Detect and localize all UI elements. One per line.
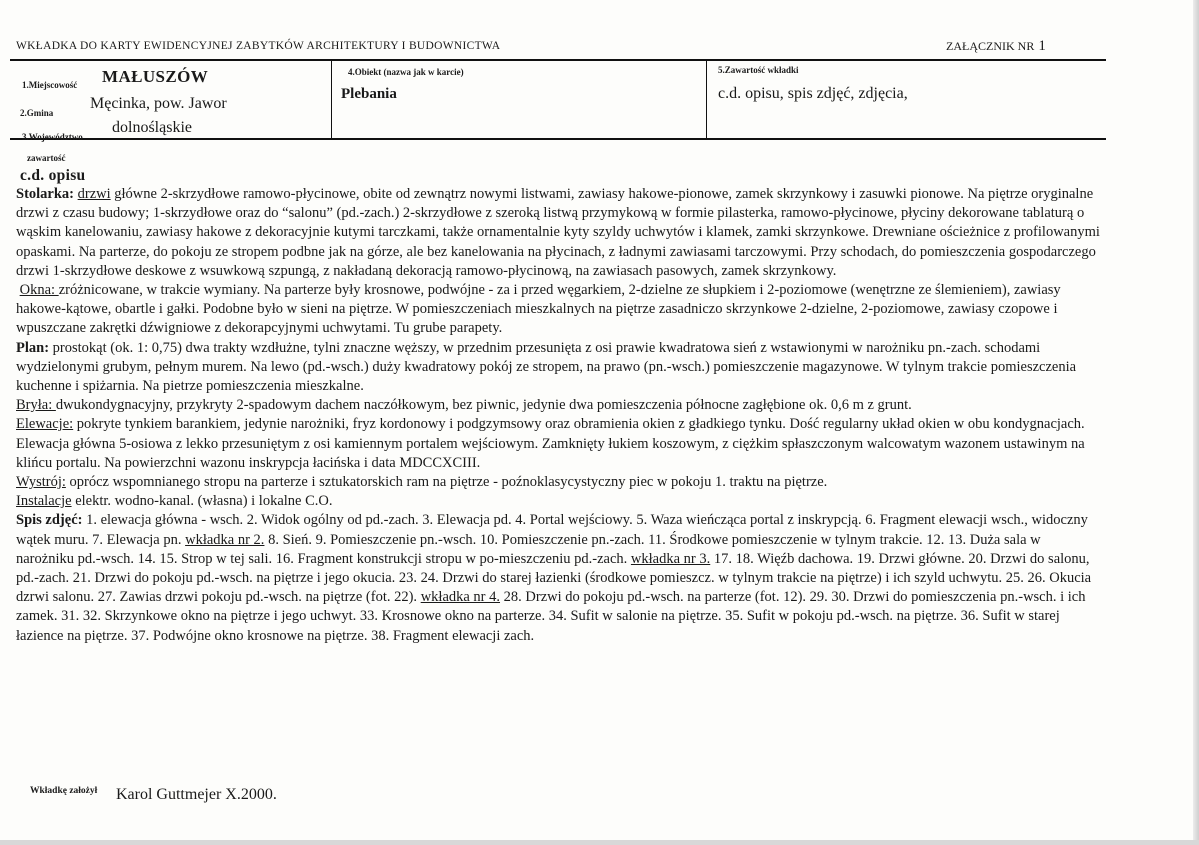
annex-label [946,38,1046,55]
locality-value: MAŁUSZÓW [102,67,209,86]
bryla-heading: Bryła: [16,397,56,414]
wystroj-heading: Wystrój: [16,474,66,491]
header-rule-top [10,59,1106,61]
wystroj-text: oprócz wspomnianego stropu na parterze i sztukatorskich ram na piętrze - poźnoklasycystyczny piec w pokoju 1. traktu na piętrze. [65,474,828,491]
wkladka-ref-3: wkładka nr 3. [630,550,711,567]
okna-text: zróżnicowane, w trakcie wymiany. Na parterze były krosnowe, podwójne - za i przed węgarkiem, 2-dzielne ze słupkiem i 2-poziomowe (wenętrzne ze ślemieniem), zawiasy hakowe-kątowe, obartle i gałki. Podobne było w sieni na piętrze. W pomieszczeniach mieszkalnych na piętrze zasadniczo skrzynkowe 2-dzielne, 2-poziomowe, zawiasy czopowe i wpuszczane zakrętki dźwigniowe z dekorapcyjnymi uchwytami. Tu grube parapety. [16,282,1061,337]
section-heading: c.d. opisu [20,167,86,184]
okna-heading: Okna: [19,282,59,299]
section-label: zawartość [27,153,66,163]
voivodeship-value: dolnośląskie [112,119,192,136]
instalacje-paragraph [16,492,1102,511]
stolarka-paragraph [16,185,1102,281]
instalacje-text: elektr. wodno-kanal. (własna) i lokalne C.O. [71,493,333,510]
field-divider-2 [706,61,707,138]
annex-label-text: ZAŁĄCZNIK NR [946,39,1035,53]
contents-value: c.d. opisu, spis zdjęć, zdjęcia, [718,85,908,102]
bryla-paragraph [16,396,1102,415]
scan-edge-bottom [0,840,1199,845]
elewacje-text: pokryte tynkiem barankiem, jedynie narożniki, fryz kordonowy i podgzymsowy oraz obramienia okien z gładkiego tynku. Dość regularny układ okien w obu kondygnacjach. Elewacja główna 5-osiowa z lekko przesuniętym z osi kamiennym portalem wejściowym. Zamknięty łukiem koszowym, z ciężkim spłaszczonym walcowatym wazonem ustawinym na klińcu portalu. Na powierzchni wazonu inskrypcja łacińska i data MDCCXCIII. [16,416,1085,471]
header-rule-bottom [10,138,1106,140]
stolarka-heading: Stolarka: [16,186,74,202]
description-body [16,185,1102,646]
elewacje-heading: Elewacje: [16,416,74,433]
spis-paragraph [16,511,1102,645]
wystroj-paragraph [16,473,1102,492]
stolarka-drzwi: drzwi [77,186,111,202]
footer-author: Karol Guttmejer X.2000. [116,786,277,803]
plan-text: prostokąt (ok. 1: 0,75) dwa trakty wzdłużne, tylni znaczne węższy, w przednim przesunięta z osi prawie kwadratowa sień z wstawionymi w narożniku pn.-zach. schodami wydzielonymi grubym, pełnym murem. Na lewo (pd.-wsch.) duży kwadratowy pokój ze stropem, na prawo (pn.-wsch.) pomieszczenie magazynowe. W tylnym trakcie pomieszczenia kuchenne i spiżarnia. Na pietrze pomieszczenia mieszkalne. [16,339,1077,395]
bryla-text: dwukondygnacyjny, przykryty 2-spadowym dachem naczółkowym, bez piwnic, jedynie dwa pomieszczenia północne zagłębione ok. 0,6 m z grunt. [55,397,912,414]
wkladka-ref-2: wkładka nr 2. [185,531,265,548]
annex-number: 1 [1038,38,1046,54]
spis-text-1: 1. elewacja główna - wsch. 2. Widok ogólny od pd.-zach. 3. Elewacja pd. 4. Portal wejściowy. 5. Waza wieńcząca portal z inskrypcją. 6. Fragment elewacji wsch., widoczny wątek muru. 7. Elewacja pn. [16,512,1088,548]
okna-paragraph [16,281,1102,339]
field-divider-1 [331,61,332,138]
elewacje-paragraph [16,415,1102,473]
plan-paragraph [16,339,1102,397]
form-title: WKŁADKA DO KARTY EWIDENCYJNEJ ZABYTKÓW ARCHITEKTURY I BUDOWNICTWA [16,40,501,52]
footer-label: Wkładkę założył [30,786,98,796]
plan-heading: Plan: [16,339,50,356]
contents-label: 5.Zawartość wkładki [718,65,799,75]
stolarka-text: główne 2-skrzydłowe ramowo-płycinowe, obite od zewnątrz nowymi listwami, zawiasy hakowe-pionowe, zamek skrzynkowy i zasuwki pionowe. Na piętrze oryginalne drzwi z czasu budowy; 1-skrzydłowe oraz do “salonu” (pd.-zach.) 2-skrzydłowe z szeroką listwą przymykową w formie pilasterka, ramowo-płycinowe, płyciny dekorowane tablaturą o wąskim kanelowaniu, zawiasy hakowe z dekoracyjnie kutymi tarczkami, także ornamentalnie kyty szyldy uchwytów i klamek, zamki skrzynkowe. Drewniane ościeżnice z profilowanymi opaskami. Na parterze, do pokoju ze stropem podbne jak na górze, ale bez kanelowania na płycinach, z ładnymi zawiasami tarczowymi. Przy schodach, do pomieszczenia gospodarczego drzwi 1-skrzydłowe deskowe z wsuwkową szpungą, z nakładaną dekoracją ramowo-płycinową, na zawiasach pasowych, zamek skrzynkowy. [16,186,1100,279]
instalacje-heading: Instalacje [16,493,72,510]
spis-text-4: 28. Drzwi do pokoju pd.-wsch. na parterze (fot. 12). 29. 30. Drzwi do pomieszczenia pn.-wsch. i ich zamek. 31. 32. Skrzynkowe okno na piętrze i jego uchwyt. 33. Krosnowe okno na parterze. 34. Sufit w salonie na piętrze. 35. Sufit w pokoju pd.-wsch. na piętrze. 36. Sufit w starej łazience na piętrze. 37. Podwójne okno krosnowe na piętrze. 38. Fragment elewacji zach. [16,589,1086,644]
spis-text-3: 17. 18. Więźb dachowa. 19. Drzwi główne. 20. Drzwi do salonu, pd.-zach. 21. Drzwi do pokoju pd.-wsch. na piętrze i jego okucia. 23. 24. Drzwi do starej łazienki (środkowe pomieszcz. w tylnym trakcie na piętrze) i ich szyld uchwytu. 25. 26. Okucia dzrwi salonu. 27. Zawias drzwi pokoju pd.-wsch. na piętrze (fot. 22). [16,550,1092,606]
wkladka-ref-4: wkładka nr 4. [420,589,501,606]
locality-label: 1.Miejscowość [22,80,78,90]
object-value: Plebania [341,86,397,102]
scan-edge-right [1193,0,1199,845]
spis-text-2: 8. Sień. 9. Pomieszczenie pn.-wsch. 10. Pomieszczenie pn.-zach. 11. Środkowe pomieszczenie w tylnym trakcie. 12. 13. Duża sala w narożniku pd.-wsch. 14. 15. Strop w tej sali. 16. Fragment konstrukcji stropu w po-mieszczeniu pd.-zach. [16,531,1041,567]
commune-value: Męcinka, pow. Jawor [90,95,227,112]
voivodeship-label: 3.Województwo [22,132,83,142]
commune-label: 2.Gmina [20,108,54,118]
object-label: 4.Obiekt (nazwa jak w karcie) [348,67,464,77]
spis-heading: Spis zdjęć: [16,512,83,529]
